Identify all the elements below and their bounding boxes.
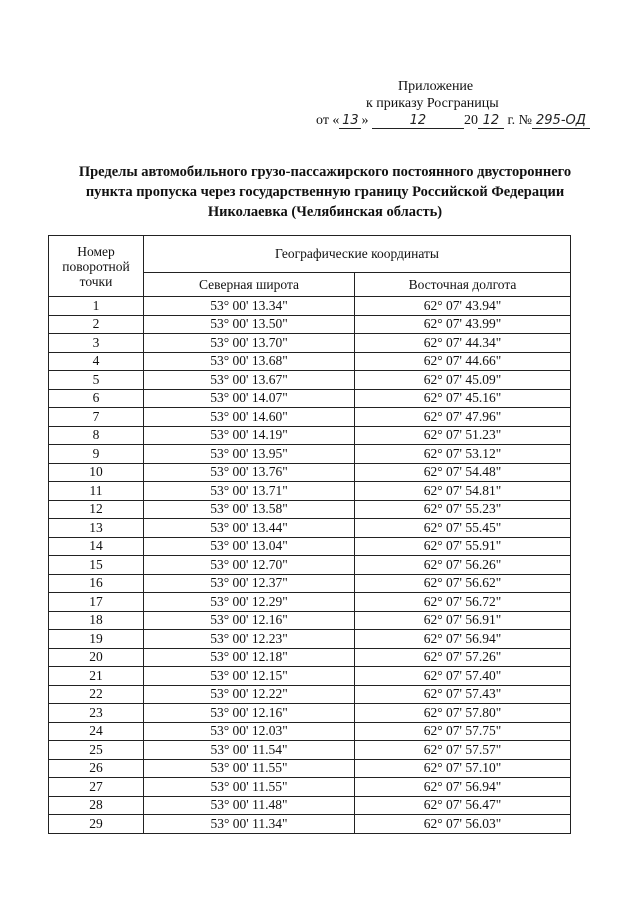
cell-longitude: 62° 07' 57.80" <box>355 704 571 723</box>
cell-point-number: 20 <box>49 648 144 667</box>
cell-latitude: 53° 00' 12.22" <box>144 685 355 704</box>
cell-point-number: 22 <box>49 685 144 704</box>
cell-point-number: 2 <box>49 315 144 334</box>
table-row <box>49 630 571 649</box>
cell-point-number: 1 <box>49 297 144 316</box>
cell-point-number: 12 <box>49 500 144 519</box>
cell-longitude: 62° 07' 54.48" <box>355 463 571 482</box>
annex-year-prefix: 20 <box>463 113 478 128</box>
cell-longitude: 62° 07' 43.94" <box>355 297 571 316</box>
cell-point-number: 17 <box>49 593 144 612</box>
cell-longitude: 62° 07' 55.91" <box>355 537 571 556</box>
cell-latitude: 53° 00' 12.16" <box>144 704 355 723</box>
title-line-2: пункта пропуска через государственную границу Российской Федерации <box>85 184 565 200</box>
cell-point-number: 13 <box>49 519 144 538</box>
annex-day: 13 <box>339 114 361 129</box>
cell-longitude: 62° 07' 56.94" <box>355 630 571 649</box>
cell-longitude: 62° 07' 56.94" <box>355 778 571 797</box>
cell-latitude: 53° 00' 12.15" <box>144 667 355 686</box>
annex-line-1: Приложение <box>398 79 474 94</box>
cell-latitude: 53° 00' 12.23" <box>144 630 355 649</box>
annex-close-quote: » <box>361 113 369 128</box>
cell-latitude: 53° 00' 13.95" <box>144 445 355 464</box>
table-row <box>49 371 571 390</box>
cell-latitude: 53° 00' 13.04" <box>144 537 355 556</box>
table-row <box>49 685 571 704</box>
cell-latitude: 53° 00' 13.58" <box>144 500 355 519</box>
cell-latitude: 53° 00' 14.07" <box>144 389 355 408</box>
table-row <box>49 334 571 353</box>
document-title <box>40 162 610 222</box>
cell-latitude: 53° 00' 14.19" <box>144 426 355 445</box>
cell-longitude: 62° 07' 44.34" <box>355 334 571 353</box>
table-row <box>49 759 571 778</box>
cell-point-number: 19 <box>49 630 144 649</box>
annex-number: 295-ОД <box>532 114 590 129</box>
cell-latitude: 53° 00' 11.55" <box>144 778 355 797</box>
table-row <box>49 463 571 482</box>
cell-point-number: 11 <box>49 482 144 501</box>
cell-latitude: 53° 00' 13.44" <box>144 519 355 538</box>
cell-longitude: 62° 07' 56.72" <box>355 593 571 612</box>
cell-longitude: 62° 07' 56.47" <box>355 796 571 815</box>
cell-longitude: 62° 07' 54.81" <box>355 482 571 501</box>
table-row <box>49 778 571 797</box>
cell-latitude: 53° 00' 13.68" <box>144 352 355 371</box>
cell-point-number: 6 <box>49 389 144 408</box>
cell-longitude: 62° 07' 57.26" <box>355 648 571 667</box>
annex-date-line <box>316 112 590 129</box>
cell-point-number: 21 <box>49 667 144 686</box>
table-row <box>49 408 571 427</box>
cell-longitude: 62° 07' 55.23" <box>355 500 571 519</box>
header-geo-coordinates: Географические координаты <box>144 236 571 273</box>
table-row <box>49 297 571 316</box>
header-east-longitude: Восточная долгота <box>355 272 571 296</box>
cell-latitude: 53° 00' 12.18" <box>144 648 355 667</box>
table-row <box>49 648 571 667</box>
table-row <box>49 667 571 686</box>
title-line-1: Пределы автомобильного грузо-пассажирского постоянного двустороннего <box>78 164 572 180</box>
cell-longitude: 62° 07' 56.62" <box>355 574 571 593</box>
table-row <box>49 574 571 593</box>
cell-point-number: 4 <box>49 352 144 371</box>
table-row <box>49 519 571 538</box>
table-row <box>49 611 571 630</box>
cell-longitude: 62° 07' 51.23" <box>355 426 571 445</box>
table-row <box>49 482 571 501</box>
cell-longitude: 62° 07' 44.66" <box>355 352 571 371</box>
cell-longitude: 62° 07' 43.99" <box>355 315 571 334</box>
cell-longitude: 62° 07' 47.96" <box>355 408 571 427</box>
cell-longitude: 62° 07' 57.75" <box>355 722 571 741</box>
cell-longitude: 62° 07' 45.16" <box>355 389 571 408</box>
cell-longitude: 62° 07' 55.45" <box>355 519 571 538</box>
cell-point-number: 7 <box>49 408 144 427</box>
table-row <box>49 426 571 445</box>
table-row <box>49 593 571 612</box>
cell-longitude: 62° 07' 57.10" <box>355 759 571 778</box>
header-point-number: Номер поворотной точки <box>49 236 144 297</box>
cell-longitude: 62° 07' 57.57" <box>355 741 571 760</box>
cell-latitude: 53° 00' 12.03" <box>144 722 355 741</box>
annex-from-prefix: от « <box>316 113 340 128</box>
table-row <box>49 537 571 556</box>
cell-point-number: 8 <box>49 426 144 445</box>
cell-point-number: 29 <box>49 815 144 834</box>
cell-latitude: 53° 00' 12.37" <box>144 574 355 593</box>
table-row <box>49 556 571 575</box>
cell-latitude: 53° 00' 13.70" <box>144 334 355 353</box>
cell-latitude: 53° 00' 11.54" <box>144 741 355 760</box>
cell-latitude: 53° 00' 12.70" <box>144 556 355 575</box>
cell-point-number: 28 <box>49 796 144 815</box>
table-row <box>49 796 571 815</box>
cell-longitude: 62° 07' 56.91" <box>355 611 571 630</box>
cell-point-number: 16 <box>49 574 144 593</box>
table-row <box>49 352 571 371</box>
table-row <box>49 389 571 408</box>
table-row <box>49 741 571 760</box>
annex-line-2: к приказу Росграницы <box>366 96 499 111</box>
cell-latitude: 53° 00' 13.34" <box>144 297 355 316</box>
cell-point-number: 3 <box>49 334 144 353</box>
cell-latitude: 53° 00' 13.67" <box>144 371 355 390</box>
cell-latitude: 53° 00' 11.48" <box>144 796 355 815</box>
cell-latitude: 53° 00' 11.34" <box>144 815 355 834</box>
cell-point-number: 18 <box>49 611 144 630</box>
cell-point-number: 27 <box>49 778 144 797</box>
cell-latitude: 53° 00' 12.16" <box>144 611 355 630</box>
cell-latitude: 53° 00' 14.60" <box>144 408 355 427</box>
cell-latitude: 53° 00' 13.76" <box>144 463 355 482</box>
header-north-latitude: Северная широта <box>144 272 355 296</box>
annex-number-label: г. № <box>507 113 532 128</box>
cell-latitude: 53° 00' 12.29" <box>144 593 355 612</box>
table-row <box>49 315 571 334</box>
annex-month: 12 <box>372 114 464 129</box>
cell-longitude: 62° 07' 56.03" <box>355 815 571 834</box>
cell-point-number: 23 <box>49 704 144 723</box>
table-row <box>49 722 571 741</box>
cell-latitude: 53° 00' 11.55" <box>144 759 355 778</box>
annex-year-suffix: 12 <box>478 114 504 129</box>
cell-point-number: 25 <box>49 741 144 760</box>
cell-longitude: 62° 07' 57.43" <box>355 685 571 704</box>
cell-point-number: 5 <box>49 371 144 390</box>
cell-point-number: 15 <box>49 556 144 575</box>
cell-point-number: 26 <box>49 759 144 778</box>
cell-longitude: 62° 07' 56.26" <box>355 556 571 575</box>
title-line-3: Николаевка (Челябинская область) <box>207 204 443 220</box>
table-row <box>49 500 571 519</box>
cell-longitude: 62° 07' 57.40" <box>355 667 571 686</box>
cell-latitude: 53° 00' 13.71" <box>144 482 355 501</box>
cell-point-number: 14 <box>49 537 144 556</box>
cell-point-number: 24 <box>49 722 144 741</box>
cell-point-number: 9 <box>49 445 144 464</box>
table-row <box>49 445 571 464</box>
coordinates-table <box>48 235 571 834</box>
cell-latitude: 53° 00' 13.50" <box>144 315 355 334</box>
table-row <box>49 815 571 834</box>
cell-point-number: 10 <box>49 463 144 482</box>
table-row <box>49 704 571 723</box>
cell-longitude: 62° 07' 45.09" <box>355 371 571 390</box>
cell-longitude: 62° 07' 53.12" <box>355 445 571 464</box>
